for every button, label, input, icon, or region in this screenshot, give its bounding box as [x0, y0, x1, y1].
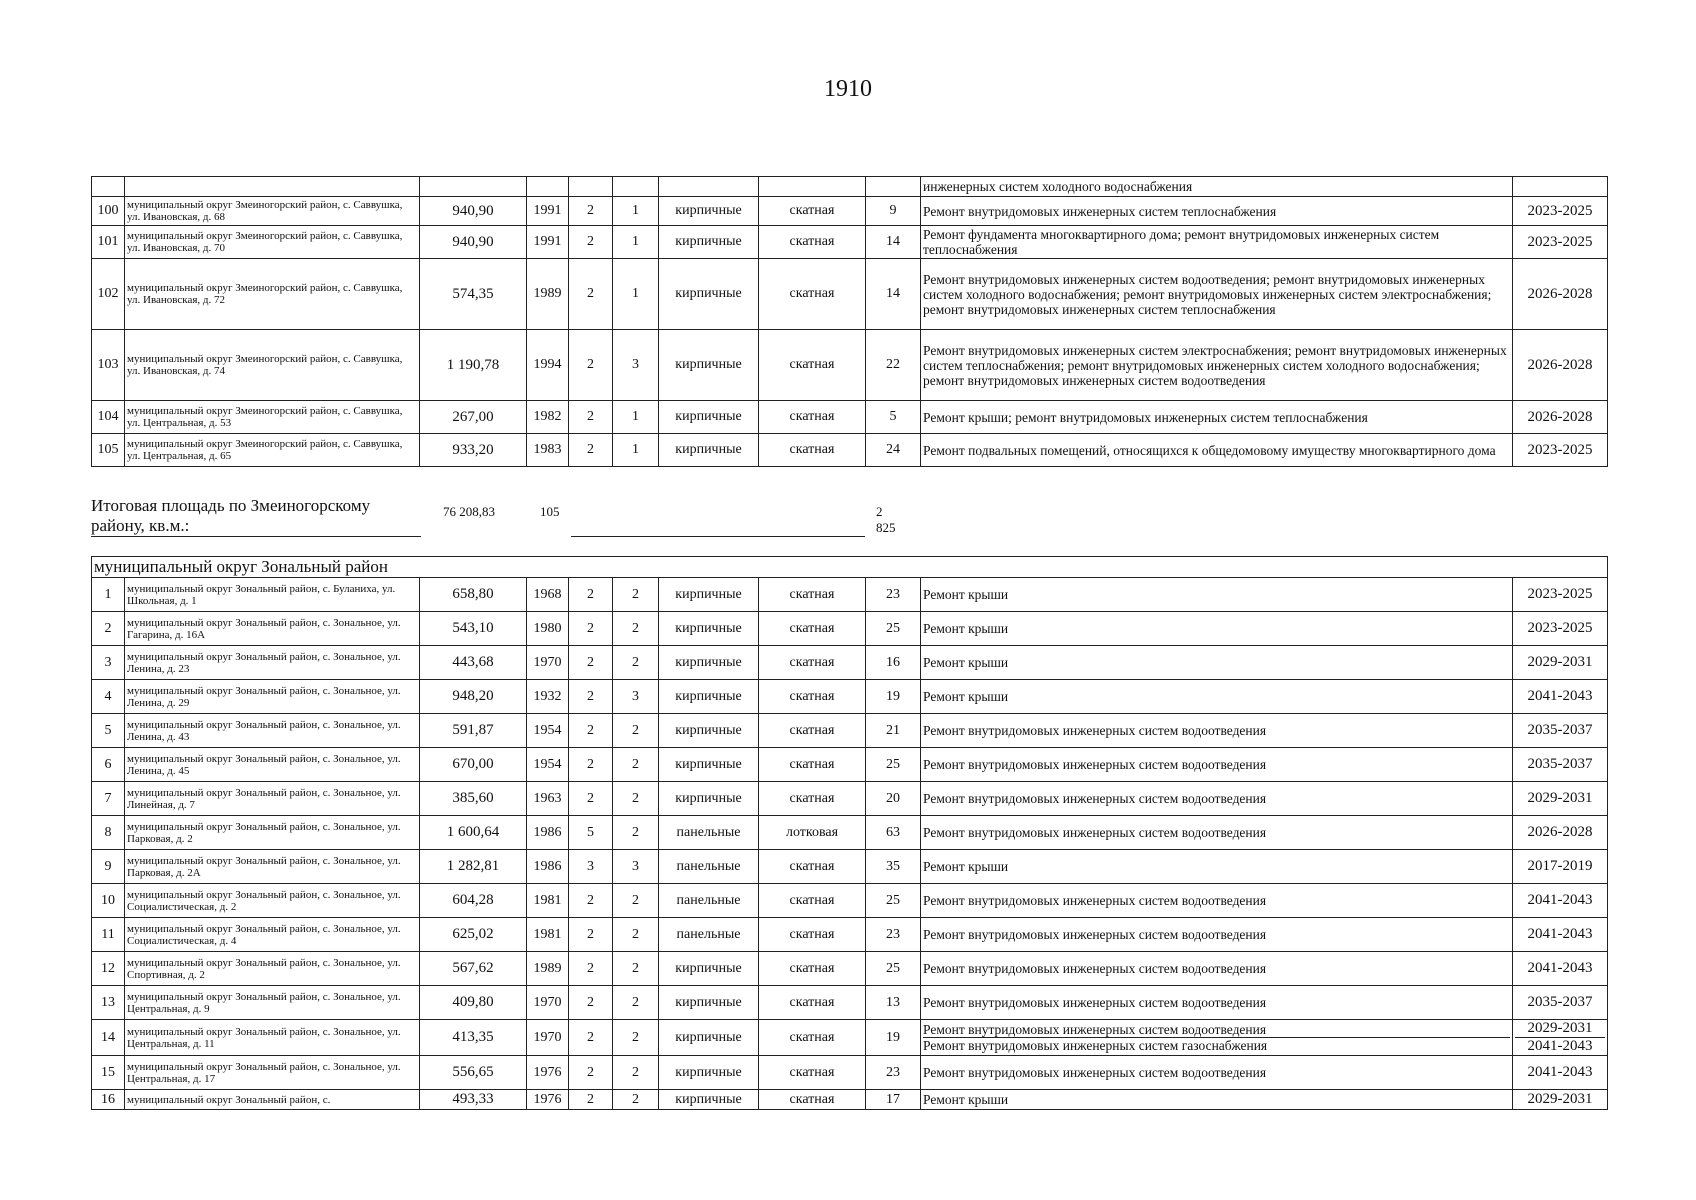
floors-cell: 2 [569, 748, 613, 782]
floors-cell: 2 [569, 952, 613, 986]
entrances-cell: 1 [613, 197, 659, 226]
period-cell: 2029-2031 [1513, 782, 1608, 816]
apartments-cell: 21 [866, 714, 921, 748]
row-number: 10 [92, 884, 125, 918]
table-row [92, 1090, 1608, 1110]
roof-cell: скатная [759, 401, 866, 434]
address-cell: муниципальный округ Зональный район, с. Зональное, ул. Социалистическая, д. 2 [125, 884, 420, 918]
entrances-cell: 3 [613, 850, 659, 884]
roof-cell: скатная [759, 330, 866, 401]
roof-cell: скатная [759, 952, 866, 986]
summary-area: 76 208,83 [443, 504, 495, 519]
entrances-cell: 2 [613, 782, 659, 816]
year-cell: 1970 [527, 986, 569, 1020]
works-cell: Ремонт внутридомовых инженерных систем водоотведения [921, 816, 1513, 850]
table-row [92, 816, 1608, 850]
table-row [92, 782, 1608, 816]
period-cell-line-2: 2041-2043 [1527, 1038, 1593, 1054]
period-cell: 2023-2025 [1513, 578, 1608, 612]
area-cell: 940,90 [420, 226, 527, 259]
address-cell: муниципальный округ Зональный район, с. Зональное, ул. Спортивная, д. 2 [125, 952, 420, 986]
year-cell: 1954 [527, 714, 569, 748]
roof-cell: скатная [759, 1020, 866, 1056]
works-cell: Ремонт крыши [921, 850, 1513, 884]
area-cell: 574,35 [420, 259, 527, 330]
walls-cell: панельные [659, 816, 759, 850]
works-cell: Ремонт крыши [921, 578, 1513, 612]
walls-cell: кирпичные [659, 612, 759, 646]
floors-cell: 2 [569, 1056, 613, 1090]
table-row [92, 986, 1608, 1020]
entrances-cell: 2 [613, 1056, 659, 1090]
roof-cell: скатная [759, 646, 866, 680]
area-cell: 591,87 [420, 714, 527, 748]
year-cell: 1954 [527, 748, 569, 782]
walls-cell: кирпичные [659, 434, 759, 467]
address-cell: муниципальный округ Змеиногорский район, с. Саввушка, ул. Центральная, д. 53 [125, 401, 420, 434]
area-cell: 567,62 [420, 952, 527, 986]
continuation-row [92, 177, 1608, 197]
year-cell: 1981 [527, 884, 569, 918]
table-row [92, 434, 1608, 467]
walls-cell: кирпичные [659, 952, 759, 986]
apartments-cell: 20 [866, 782, 921, 816]
row-number: 14 [92, 1020, 125, 1056]
table-row [92, 850, 1608, 884]
apartments-cell: 24 [866, 434, 921, 467]
works-cell: Ремонт внутридомовых инженерных систем водоотведения [921, 918, 1513, 952]
roof-cell: скатная [759, 986, 866, 1020]
roof-cell: скатная [759, 918, 866, 952]
period-cell: 2026-2028 [1513, 401, 1608, 434]
year-cell: 1963 [527, 782, 569, 816]
table-row [92, 578, 1608, 612]
works-cell-line-2: Ремонт внутридомовых инженерных систем газоснабжения [923, 1038, 1268, 1053]
apartments-cell: 25 [866, 952, 921, 986]
row-number: 11 [92, 918, 125, 952]
address-cell: муниципальный округ Зональный район, с. Зональное, ул. Центральная, д. 9 [125, 986, 420, 1020]
roof-cell: скатная [759, 226, 866, 259]
address-cell: муниципальный округ Змеиногорский район, с. Саввушка, ул. Центральная, д. 65 [125, 434, 420, 467]
table-row [92, 1056, 1608, 1090]
period-cell: 2023-2025 [1513, 434, 1608, 467]
summary-label: Итоговая площадь по Змеиногорскому району, кв.м.: [91, 496, 421, 537]
works-cell: Ремонт внутридомовых инженерных систем водоотведения [921, 748, 1513, 782]
roof-cell: скатная [759, 612, 866, 646]
entrances-cell: 2 [613, 578, 659, 612]
walls-cell: кирпичные [659, 1090, 759, 1110]
period-cell: 2026-2028 [1513, 259, 1608, 330]
walls-cell: панельные [659, 918, 759, 952]
row-number: 103 [92, 330, 125, 401]
roof-cell: скатная [759, 850, 866, 884]
table-row [92, 646, 1608, 680]
address-cell: муниципальный округ Зональный район, с. Зональное, ул. Центральная, д. 17 [125, 1056, 420, 1090]
entrances-cell: 2 [613, 612, 659, 646]
row-number: 5 [92, 714, 125, 748]
period-cell: 2035-2037 [1513, 986, 1608, 1020]
year-cell: 1968 [527, 578, 569, 612]
period-cell [1513, 1020, 1608, 1056]
summary-underline [571, 536, 865, 537]
floors-cell: 2 [569, 197, 613, 226]
works-cell: Ремонт внутридомовых инженерных систем водоотведения [921, 782, 1513, 816]
floors-cell: 2 [569, 578, 613, 612]
works-cell: Ремонт крыши [921, 612, 1513, 646]
apartments-cell: 19 [866, 1020, 921, 1056]
year-cell: 1981 [527, 918, 569, 952]
works-cell [921, 1020, 1513, 1056]
table-row [92, 197, 1608, 226]
year-cell: 1991 [527, 197, 569, 226]
apartments-cell: 5 [866, 401, 921, 434]
apartments-cell: 9 [866, 197, 921, 226]
area-cell: 940,90 [420, 197, 527, 226]
area-cell: 1 600,64 [420, 816, 527, 850]
entrances-cell: 2 [613, 714, 659, 748]
row-number: 1 [92, 578, 125, 612]
roof-cell: скатная [759, 680, 866, 714]
period-cell: 2026-2028 [1513, 330, 1608, 401]
entrances-cell: 2 [613, 646, 659, 680]
period-cell: 2041-2043 [1513, 952, 1608, 986]
floors-cell: 2 [569, 986, 613, 1020]
year-cell: 1970 [527, 1020, 569, 1056]
address-cell: муниципальный округ Зональный район, с. Зональное, ул. Ленина, д. 45 [125, 748, 420, 782]
area-cell: 625,02 [420, 918, 527, 952]
works-cell: Ремонт крыши [921, 680, 1513, 714]
works-cell: Ремонт внутридомовых инженерных систем теплоснабжения [921, 197, 1513, 226]
entrances-cell: 2 [613, 748, 659, 782]
apartments-cell: 25 [866, 884, 921, 918]
walls-cell: кирпичные [659, 226, 759, 259]
floors-cell: 2 [569, 1020, 613, 1056]
period-cell: 2041-2043 [1513, 1056, 1608, 1090]
walls-cell: кирпичные [659, 578, 759, 612]
area-cell: 1 282,81 [420, 850, 527, 884]
table-row [92, 259, 1608, 330]
floors-cell: 2 [569, 612, 613, 646]
apartments-cell: 19 [866, 680, 921, 714]
walls-cell: кирпичные [659, 259, 759, 330]
year-cell: 1932 [527, 680, 569, 714]
apartments-cell: 23 [866, 918, 921, 952]
year-cell: 1986 [527, 850, 569, 884]
area-cell: 670,00 [420, 748, 527, 782]
row-number: 7 [92, 782, 125, 816]
apartments-cell: 17 [866, 1090, 921, 1110]
period-cell: 2041-2043 [1513, 680, 1608, 714]
row-number: 104 [92, 401, 125, 434]
year-cell: 1970 [527, 646, 569, 680]
period-cell-line-1: 2029-2031 [1515, 1020, 1605, 1038]
table-row [92, 884, 1608, 918]
apartments-cell: 14 [866, 226, 921, 259]
year-cell: 1980 [527, 612, 569, 646]
roof-cell: скатная [759, 748, 866, 782]
year-cell: 1983 [527, 434, 569, 467]
entrances-cell: 3 [613, 330, 659, 401]
roof-cell: скатная [759, 197, 866, 226]
houses-table-zmeinogorsk [91, 176, 1608, 467]
walls-cell: кирпичные [659, 714, 759, 748]
entrances-cell: 2 [613, 816, 659, 850]
table-row [92, 1020, 1608, 1056]
walls-cell: панельные [659, 850, 759, 884]
table-row [92, 918, 1608, 952]
walls-cell: кирпичные [659, 401, 759, 434]
roof-cell: лотковая [759, 816, 866, 850]
works-cell-line-1: Ремонт внутридомовых инженерных систем водоотведения [923, 1022, 1510, 1038]
floors-cell: 2 [569, 782, 613, 816]
area-cell: 556,65 [420, 1056, 527, 1090]
address-cell: муниципальный округ Зональный район, с. Зональное, ул. Центральная, д. 11 [125, 1020, 420, 1056]
year-cell: 1976 [527, 1090, 569, 1110]
entrances-cell: 2 [613, 1020, 659, 1056]
area-cell: 443,68 [420, 646, 527, 680]
row-number: 16 [92, 1090, 125, 1110]
works-cell: Ремонт внутридомовых инженерных систем электроснабжения; ремонт внутридомовых инженерных систем теплоснабжения; ремонт внутридомовых инженерных систем холодного водоснабжения; ремонт внутридомовых инженерных систем водоотведения [921, 330, 1513, 401]
walls-cell: кирпичные [659, 330, 759, 401]
walls-cell: кирпичные [659, 986, 759, 1020]
address-cell: муниципальный округ Зональный район, с. Буланиха, ул. Школьная, д. 1 [125, 578, 420, 612]
apartments-cell: 35 [866, 850, 921, 884]
area-cell: 658,80 [420, 578, 527, 612]
table-row [92, 714, 1608, 748]
apartments-cell: 23 [866, 578, 921, 612]
row-number: 2 [92, 612, 125, 646]
year-cell: 1989 [527, 259, 569, 330]
row-number: 6 [92, 748, 125, 782]
table-row [92, 226, 1608, 259]
address-cell: муниципальный округ Зональный район, с. Зональное, ул. Ленина, д. 43 [125, 714, 420, 748]
works-cell: Ремонт внутридомовых инженерных систем водоотведения; ремонт внутридомовых инженерных систем холодного водоснабжения; ремонт внутридомовых инженерных систем электроснабжения; ремонт внутридомовых инженерных систем теплоснабжения [921, 259, 1513, 330]
walls-cell: кирпичные [659, 680, 759, 714]
table-row [92, 952, 1608, 986]
address-cell: муниципальный округ Змеиногорский район, с. Саввушка, ул. Ивановская, д. 74 [125, 330, 420, 401]
row-number: 8 [92, 816, 125, 850]
works-cell: Ремонт подвальных помещений, относящихся к общедомовому имуществу многоквартирного дома [921, 434, 1513, 467]
table-row [92, 612, 1608, 646]
row-number: 15 [92, 1056, 125, 1090]
summary-count: 105 [540, 504, 560, 519]
area-cell: 1 190,78 [420, 330, 527, 401]
year-cell: 1982 [527, 401, 569, 434]
roof-cell: скатная [759, 1090, 866, 1110]
works-cell: Ремонт внутридомовых инженерных систем водоотведения [921, 1056, 1513, 1090]
entrances-cell: 1 [613, 226, 659, 259]
row-number: 101 [92, 226, 125, 259]
floors-cell: 2 [569, 226, 613, 259]
address-cell: муниципальный округ Зональный район, с. Зональное, ул. Социалистическая, д. 4 [125, 918, 420, 952]
table-row [92, 748, 1608, 782]
address-cell: муниципальный округ Зональный район, с. Зональное, ул. Гагарина, д. 16А [125, 612, 420, 646]
area-cell: 493,33 [420, 1090, 527, 1110]
row-number: 105 [92, 434, 125, 467]
floors-cell: 2 [569, 884, 613, 918]
table-row [92, 401, 1608, 434]
district-summary [91, 496, 896, 540]
floors-cell: 2 [569, 434, 613, 467]
houses-table-zonalny [91, 556, 1608, 1110]
row-number: 12 [92, 952, 125, 986]
works-cell: Ремонт внутридомовых инженерных систем водоотведения [921, 986, 1513, 1020]
apartments-cell: 63 [866, 816, 921, 850]
district-header-row [92, 557, 1608, 578]
works-cell: Ремонт крыши; ремонт внутридомовых инженерных систем теплоснабжения [921, 401, 1513, 434]
floors-cell: 2 [569, 330, 613, 401]
year-cell: 1991 [527, 226, 569, 259]
walls-cell: кирпичные [659, 782, 759, 816]
period-cell: 2041-2043 [1513, 884, 1608, 918]
address-cell: муниципальный округ Зональный район, с. Зональное, ул. Парковая, д. 2А [125, 850, 420, 884]
address-cell: муниципальный округ Змеиногорский район, с. Саввушка, ул. Ивановская, д. 68 [125, 197, 420, 226]
address-cell: муниципальный округ Зональный район, с. Зональное, ул. Ленина, д. 23 [125, 646, 420, 680]
walls-cell: кирпичные [659, 1020, 759, 1056]
area-cell: 413,35 [420, 1020, 527, 1056]
floors-cell: 2 [569, 1090, 613, 1110]
address-cell: муниципальный округ Зональный район, с. Зональное, ул. Парковая, д. 2 [125, 816, 420, 850]
entrances-cell: 3 [613, 680, 659, 714]
period-cell: 2023-2025 [1513, 226, 1608, 259]
year-cell: 1976 [527, 1056, 569, 1090]
period-cell: 2035-2037 [1513, 714, 1608, 748]
works-cell: Ремонт внутридомовых инженерных систем водоотведения [921, 714, 1513, 748]
floors-cell: 2 [569, 714, 613, 748]
row-number: 4 [92, 680, 125, 714]
period-cell: 2029-2031 [1513, 1090, 1608, 1110]
address-cell: муниципальный округ Змеиногорский район, с. Саввушка, ул. Ивановская, д. 72 [125, 259, 420, 330]
table-row [92, 680, 1608, 714]
period-cell: 2026-2028 [1513, 816, 1608, 850]
period-cell: 2023-2025 [1513, 612, 1608, 646]
area-cell: 604,28 [420, 884, 527, 918]
roof-cell: скатная [759, 578, 866, 612]
roof-cell: скатная [759, 259, 866, 330]
area-cell: 543,10 [420, 612, 527, 646]
roof-cell: скатная [759, 884, 866, 918]
floors-cell: 2 [569, 401, 613, 434]
summary-apartments: 2 825 [876, 504, 896, 535]
roof-cell: скатная [759, 714, 866, 748]
walls-cell: панельные [659, 884, 759, 918]
address-cell: муниципальный округ Зональный район, с. [125, 1090, 420, 1110]
address-cell: муниципальный округ Зональный район, с. Зональное, ул. Линейная, д. 7 [125, 782, 420, 816]
period-cell: 2017-2019 [1513, 850, 1608, 884]
table-row [92, 330, 1608, 401]
apartments-cell: 14 [866, 259, 921, 330]
apartments-cell: 25 [866, 748, 921, 782]
area-cell: 385,60 [420, 782, 527, 816]
area-cell: 267,00 [420, 401, 527, 434]
roof-cell: скатная [759, 782, 866, 816]
row-number: 13 [92, 986, 125, 1020]
works-cell: Ремонт внутридомовых инженерных систем водоотведения [921, 884, 1513, 918]
walls-cell: кирпичные [659, 646, 759, 680]
works-cell: Ремонт крыши [921, 646, 1513, 680]
floors-cell: 2 [569, 680, 613, 714]
row-number: 100 [92, 197, 125, 226]
period-cell: 2023-2025 [1513, 197, 1608, 226]
year-cell: 1994 [527, 330, 569, 401]
period-cell: 2041-2043 [1513, 918, 1608, 952]
walls-cell: кирпичные [659, 197, 759, 226]
roof-cell: скатная [759, 1056, 866, 1090]
page-number: 1910 [824, 76, 872, 102]
apartments-cell: 13 [866, 986, 921, 1020]
walls-cell: кирпичные [659, 1056, 759, 1090]
period-cell: 2029-2031 [1513, 646, 1608, 680]
entrances-cell: 2 [613, 884, 659, 918]
works-cell: Ремонт внутридомовых инженерных систем водоотведения [921, 952, 1513, 986]
works-cell: Ремонт крыши [921, 1090, 1513, 1110]
floors-cell: 2 [569, 259, 613, 330]
floors-cell: 3 [569, 850, 613, 884]
row-number: 9 [92, 850, 125, 884]
apartments-cell: 22 [866, 330, 921, 401]
address-cell: муниципальный округ Зональный район, с. Зональное, ул. Ленина, д. 29 [125, 680, 420, 714]
floors-cell: 5 [569, 816, 613, 850]
address-cell: муниципальный округ Змеиногорский район, с. Саввушка, ул. Ивановская, д. 70 [125, 226, 420, 259]
continuation-text: инженерных систем холодного водоснабжения [921, 177, 1513, 197]
area-cell: 933,20 [420, 434, 527, 467]
year-cell: 1989 [527, 952, 569, 986]
area-cell: 409,80 [420, 986, 527, 1020]
district-title: муниципальный округ Зональный район [92, 557, 1608, 578]
entrances-cell: 1 [613, 434, 659, 467]
entrances-cell: 2 [613, 918, 659, 952]
entrances-cell: 2 [613, 986, 659, 1020]
entrances-cell: 2 [613, 1090, 659, 1110]
apartments-cell: 25 [866, 612, 921, 646]
year-cell: 1986 [527, 816, 569, 850]
apartments-cell: 23 [866, 1056, 921, 1090]
entrances-cell: 2 [613, 952, 659, 986]
row-number: 102 [92, 259, 125, 330]
floors-cell: 2 [569, 646, 613, 680]
works-cell: Ремонт фундамента многоквартирного дома; ремонт внутридомовых инженерных систем теплоснабжения [921, 226, 1513, 259]
entrances-cell: 1 [613, 259, 659, 330]
floors-cell: 2 [569, 918, 613, 952]
area-cell: 948,20 [420, 680, 527, 714]
walls-cell: кирпичные [659, 748, 759, 782]
row-number: 3 [92, 646, 125, 680]
apartments-cell: 16 [866, 646, 921, 680]
period-cell: 2035-2037 [1513, 748, 1608, 782]
roof-cell: скатная [759, 434, 866, 467]
entrances-cell: 1 [613, 401, 659, 434]
